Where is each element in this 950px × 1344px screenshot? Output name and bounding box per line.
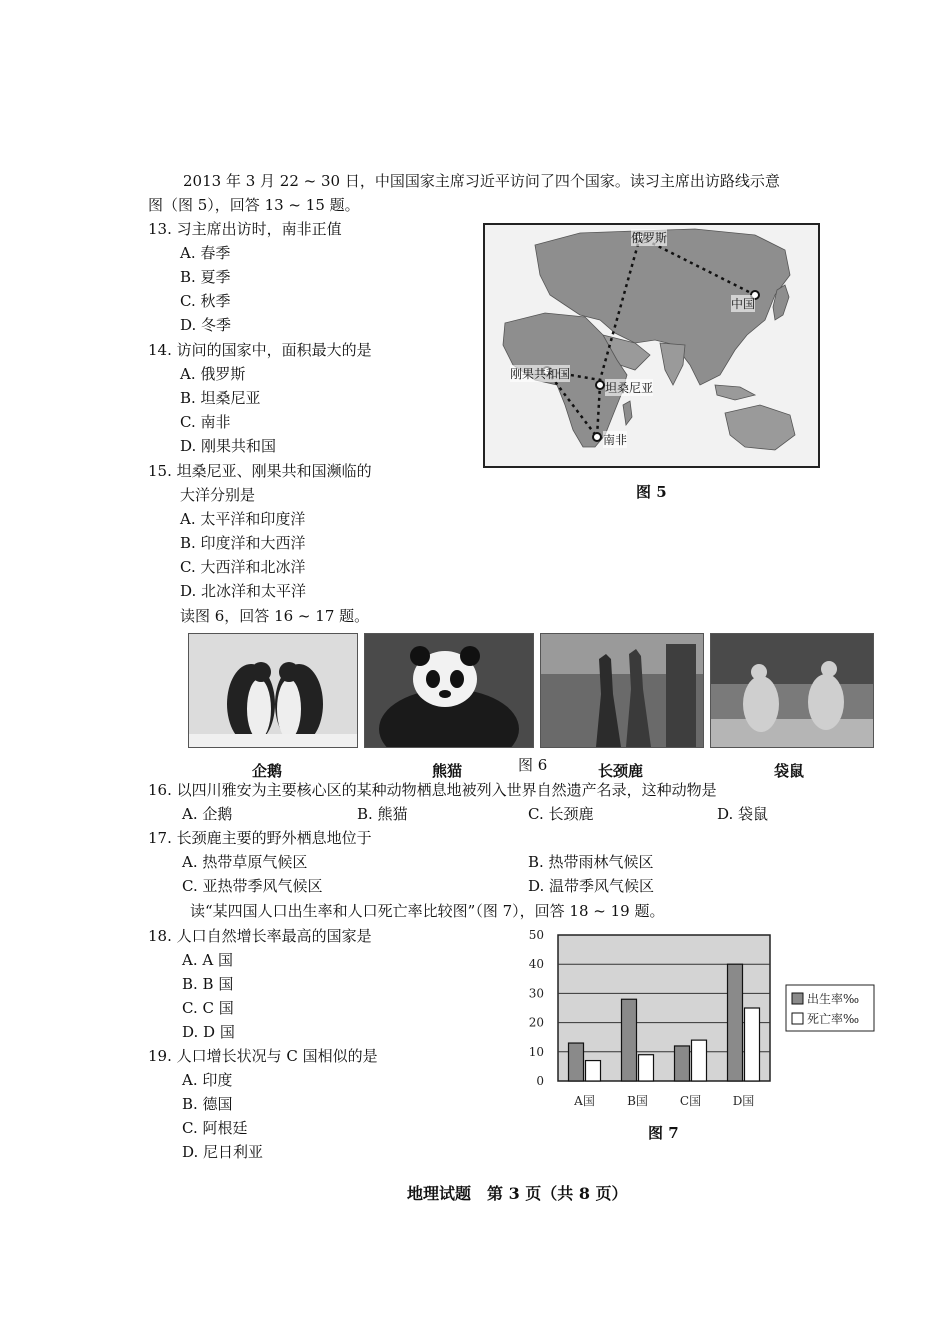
marker-south-africa bbox=[593, 433, 601, 441]
option: A. 热带草原气候区 bbox=[182, 853, 308, 871]
option: D. 袋鼠 bbox=[717, 805, 769, 823]
option: D. 北冰洋和太平洋 bbox=[180, 582, 307, 600]
map-label-tanzania: 坦桑尼亚 bbox=[605, 381, 654, 395]
y-tick-label: 0 bbox=[536, 1074, 544, 1088]
option: A. 企鹅 bbox=[182, 805, 233, 823]
bar bbox=[692, 1040, 707, 1081]
bar bbox=[675, 1046, 690, 1081]
figure-6-intro: 读图 6，回答 16 ~ 17 题。 bbox=[180, 607, 370, 625]
bar bbox=[569, 1043, 584, 1081]
intro-line-2: 图（图 5），回答 13 ~ 15 题。 bbox=[148, 196, 360, 214]
question-stem: 13. 习主席出访时，南非正值 bbox=[148, 220, 342, 238]
option: A. 太平洋和印度洋 bbox=[180, 510, 306, 528]
y-tick-label: 50 bbox=[528, 928, 544, 942]
photo-penguin bbox=[188, 633, 358, 748]
option: D. 尼日利亚 bbox=[182, 1143, 264, 1161]
option: C. 阿根廷 bbox=[182, 1119, 248, 1137]
question-stem: 19. 人口增长状况与 C 国相似的是 bbox=[148, 1047, 378, 1065]
option: C. 长颈鹿 bbox=[528, 805, 594, 823]
bar bbox=[728, 964, 743, 1081]
option: D. 温带季风气候区 bbox=[528, 877, 655, 895]
option: B. 坦桑尼亚 bbox=[180, 389, 261, 407]
photo-caption-kangaroo: 袋鼠 bbox=[774, 762, 805, 780]
birth-death-rate-chart bbox=[518, 925, 888, 1125]
option: C. 秋季 bbox=[180, 292, 231, 310]
y-tick-label: 10 bbox=[528, 1044, 544, 1059]
option: B. 印度洋和大西洋 bbox=[180, 534, 306, 552]
option: A. A 国 bbox=[182, 951, 233, 969]
route-map bbox=[483, 223, 820, 468]
option: A. 印度 bbox=[182, 1071, 233, 1089]
legend-label: 死亡率‰ bbox=[807, 1012, 860, 1026]
intro-line-1: 2013 年 3 月 22 ~ 30 日，中国国家主席习近平访问了四个国家。读习主席出访路线示意 bbox=[183, 172, 780, 190]
map-label-russia: 俄罗斯 bbox=[631, 231, 668, 245]
figure-7-intro: 读“某四国人口出生率和人口死亡率比较图”（图 7），回答 18 ~ 19 题。 bbox=[190, 902, 665, 920]
figure-5-caption: 图 5 bbox=[636, 483, 667, 501]
bar bbox=[639, 1055, 654, 1081]
option: B. B 国 bbox=[182, 975, 234, 993]
question-stem: 15. 坦桑尼亚、刚果共和国濒临的 bbox=[148, 462, 372, 480]
option: C. 大西洋和北冰洋 bbox=[180, 558, 306, 576]
map-label-congo: 刚果共和国 bbox=[510, 367, 571, 381]
marker-tanzania bbox=[596, 381, 604, 389]
option: D. 冬季 bbox=[180, 316, 232, 334]
option: D. 刚果共和国 bbox=[180, 437, 277, 455]
map-graphic bbox=[485, 225, 818, 466]
y-tick-label: 20 bbox=[528, 1015, 544, 1030]
chart-legend bbox=[786, 985, 874, 1031]
y-tick-label: 30 bbox=[528, 986, 544, 1001]
question-stem: 17. 长颈鹿主要的野外栖息地位于 bbox=[148, 829, 372, 847]
bar bbox=[745, 1008, 760, 1081]
x-tick-label: D国 bbox=[732, 1094, 755, 1108]
option: B. 熊猫 bbox=[357, 805, 408, 823]
bar bbox=[586, 1061, 601, 1081]
x-tick-label: A国 bbox=[574, 1094, 595, 1108]
option: A. 春季 bbox=[180, 244, 231, 262]
bar bbox=[622, 999, 637, 1081]
y-tick-label: 40 bbox=[528, 957, 544, 972]
photo-caption-penguin: 企鹅 bbox=[252, 762, 283, 780]
question-stem-cont: 大洋分别是 bbox=[180, 486, 256, 504]
photo-giraffe bbox=[540, 633, 704, 748]
legend-swatch bbox=[792, 1013, 803, 1024]
option: B. 德国 bbox=[182, 1095, 233, 1113]
option: C. C 国 bbox=[182, 999, 234, 1017]
question-stem: 16. 以四川雅安为主要核心区的某种动物栖息地被列入世界自然遗产名录，这种动物是 bbox=[148, 781, 717, 799]
option: A. 俄罗斯 bbox=[180, 365, 246, 383]
photo-caption-giraffe: 长颈鹿 bbox=[598, 762, 644, 780]
option: C. 亚热带季风气候区 bbox=[182, 877, 323, 895]
legend-label: 出生率‰ bbox=[807, 992, 860, 1006]
option: B. 夏季 bbox=[180, 268, 231, 286]
x-tick-label: B国 bbox=[627, 1094, 648, 1108]
legend-swatch bbox=[792, 993, 803, 1004]
option: D. D 国 bbox=[182, 1023, 235, 1041]
photo-panda bbox=[364, 633, 534, 748]
map-label-south-africa: 南非 bbox=[603, 433, 628, 447]
x-tick-label: C国 bbox=[679, 1094, 702, 1108]
figure-6-caption: 图 6 bbox=[518, 756, 548, 774]
photo-caption-panda: 熊猫 bbox=[432, 762, 463, 780]
option: B. 热带雨林气候区 bbox=[528, 853, 654, 871]
option: C. 南非 bbox=[180, 413, 231, 431]
question-stem: 18. 人口自然增长率最高的国家是 bbox=[148, 927, 372, 945]
chart-plot-area bbox=[529, 928, 770, 1108]
figure-7-caption: 图 7 bbox=[648, 1124, 679, 1142]
map-label-china: 中国 bbox=[731, 297, 756, 311]
page-footer: 地理试题 第 3 页（共 8 页） bbox=[407, 1184, 628, 1203]
photo-kangaroo bbox=[710, 633, 874, 748]
question-stem: 14. 访问的国家中，面积最大的是 bbox=[148, 341, 372, 359]
